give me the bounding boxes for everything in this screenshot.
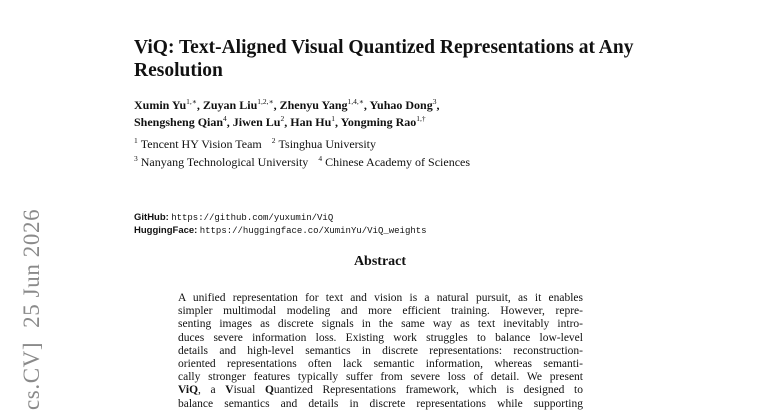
author-affil-mark: 2 [280,114,285,123]
author [203,98,280,112]
author-name: Yongming Rao [340,115,417,129]
author [134,98,203,112]
affiliation-row [134,135,614,153]
author [369,98,439,112]
abstract-line: duces severe information loss. Existing work struggles to balance low-level [178,331,583,344]
author-name: Yuhao Dong [369,98,433,112]
author-affil-mark: 1,2,∗ [257,97,274,106]
author-list [134,97,604,131]
huggingface-link[interactable]: https://huggingface.co/XuminYu/ViQ_weights [199,225,427,236]
huggingface-label: HuggingFace: [134,224,198,236]
author [134,115,233,129]
author-affil-mark: 1,∗ [186,97,197,106]
author-affil-mark: 1 [331,114,335,123]
author-affil-mark: 3 [432,97,437,106]
author-separator: , [363,98,370,112]
author [280,98,370,112]
affiliation-row [134,153,614,171]
affiliation-number: 4 [318,154,323,163]
author-name: Zhenyu Yang [279,98,348,112]
affiliation-number: 2 [271,136,276,145]
abstract-line: A unified representation for text and vision is a natural pursuit, as it enables [178,292,583,304]
author-separator: , [273,98,280,112]
resource-links [134,212,614,237]
author-affil-mark: 1,† [416,114,426,123]
github-label: GitHub: [134,212,169,223]
author-name: Shengsheng Qian [134,115,224,129]
abstract-line: balance semantics and details in discrete representations while supporting [178,397,583,410]
affiliation-name: Chinese Academy of Sciences [325,155,471,169]
arxiv-category: cs.CV] [19,341,44,410]
abstract-line: cally stronger features typically suffer from severe loss of detail. We present [178,371,583,384]
abstract-viq-name: ViQ [178,384,199,397]
author-name: Xumin Yu [134,98,187,112]
author-name: Jiwen Lu [232,115,281,129]
github-link[interactable]: https://github.com/yuxumin/ViQ [171,213,334,223]
abstract-line: oriented representations often lack semantic information, whereas semanti- [178,358,583,371]
affiliation-name: Tencent HY Vision Team [140,137,262,151]
author [341,115,426,129]
huggingface-link-row [134,225,614,238]
author [233,115,290,129]
author-affil-mark: 1,4,∗ [347,97,364,106]
author-separator: , [226,115,233,129]
author-name: Zuyan Liu [202,98,258,112]
author-separator: , [335,115,341,129]
author-affil-mark: 4 [223,114,227,123]
affiliation-name: Nanyang Technological University [140,155,309,169]
abstract-line: ViQ, a Visual Quantized Representations framework, which is designed to [178,384,584,397]
abstract-line: simpler multimodal modeling and more efficient training. However, repre- [178,305,583,318]
author [290,115,340,129]
abstract-body [178,292,583,410]
abstract-heading: Abstract [353,254,407,269]
paper-title: ViQ: Text-Aligned Visual Quantized Representations at Any Resolution [134,37,634,81]
author-name: Han Hu [290,115,332,129]
affiliation-list [134,135,614,171]
abstract-line: senting images as discrete signals in the same way as text inevitably intro- [178,318,583,331]
affiliation-number: 3 [134,154,138,163]
arxiv-date: 25 Jun 2026 [19,208,44,328]
author-separator: , [196,98,203,112]
arxiv-stamp [20,209,43,410]
abstract-line: details and high-level semantics in discrete representations: reconstruction- [178,344,583,357]
author-separator: , [436,98,440,112]
affiliation-number: 1 [134,136,138,145]
author-separator: , [284,115,291,129]
github-link-row [134,212,614,225]
affiliation-name: Tsinghua University [278,137,377,151]
